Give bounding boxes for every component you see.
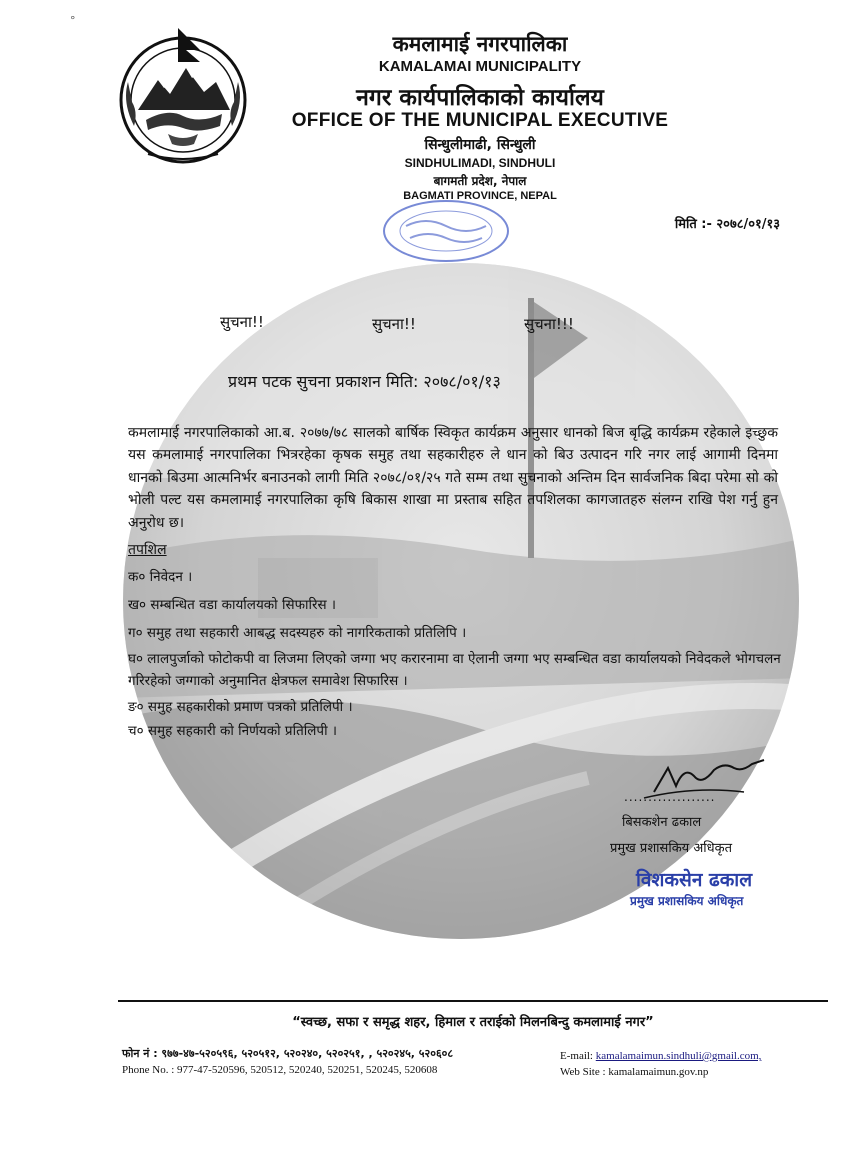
first-publication-date: प्रथम पटक सुचना प्रकाशन मिति: २०७८/०१/१३ [228,372,501,391]
signatory-title: प्रमुख प्रशासकिय अधिकृत [610,841,733,856]
np-province: बागमती प्रदेश, नेपाल [433,174,527,188]
notice-body-paragraph: कमलामाई नगरपालिकाको आ.ब. २०७७/७८ सालको बार्षिक स्विकृत कार्यक्रम अनुसार धानको बिज बृद्धि कार्यक्रम रहेकाले इच्छुक यस कमलामाई नगरपालिका भित्ररहेका कृषक समुह तथा सहकारीहरु ले धान को बिउ उत्पादन गरि नगर लाई आगामी दिनमा धानको बिउमा आत्मनिर्भर बनाउनको लागी मिति २०७८/०१/२५ गते सम्म तथा सुचनाको अन्तिम दिन सार्वजनिक बिदा परेमा सो को भोली पल्ट यस कमलामाई नगरपालिका कृषि बिकास शाखा मा प्रस्ताब सहित तपशिलका कागजातहरु संलग्न राखि पेश गर्नु हुन अनुरोध छ। [128,425,778,531]
list-item: क० निवेदन । [128,569,193,585]
phone-label: Phone No. : [122,1064,175,1076]
phone-values: 977-47-520596, 520512, 520240, 520251, 520245, 520608 [177,1064,438,1076]
list-item: ङ० समुह सहकारीको प्रमाण पत्रको प्रतिलिपी । [128,699,353,715]
en-municipality-name: KAMALAMAI MUNICIPALITY [378,58,582,75]
website-link[interactable]: kamalamaimun.gov.np [608,1066,709,1078]
footer-slogan: “स्वच्छ, सफा र समृद्ध शहर, हिमाल र तराईको मिलनबिन्दु कमलामाई नगर” [292,1015,654,1030]
en-address: SINDHULIMADI, SINDHULI [404,156,556,170]
phone-numbers-np: फोन नं : ९७७-४७-५२०५९६, ५२०५१२, ५२०२४०, ५२०२५१, , ५२०२४५, ५२०६०८ [122,1047,454,1060]
notice-heading-1: सुचना!! [220,313,264,331]
np-office-name: नगर कार्यपालिकाको कार्यालय [356,85,604,111]
scan-mark: ° [70,14,76,27]
footer-divider [118,1000,828,1002]
phone-numbers-en [122,1064,437,1076]
en-office-name: OFFICE OF THE MUNICIPAL EXECUTIVE [291,110,669,131]
list-item: ख० सम्बन्धित वडा कार्यालयको सिफारिस । [128,597,337,613]
np-municipality-name: कमलामाई नगरपालिका [392,32,568,56]
email-line [560,1050,761,1062]
notice-heading-2: सुचना!! [372,315,416,333]
list-item: घ० लालपुर्जाको फोटोकपी वा लिजमा लिएको जग्गा भए करारनामा वा ऐलानी जग्गा भए सम्बन्धित वडा कार्यालयको निवेदकले भोगचलन गरिरहेको जग्गाको अनुमानित क्षेत्रफल समावेश सिफारिस । [128,651,781,689]
stamp-signatory-title: प्रमुख प्रशासकिय अधिकृत [630,894,744,908]
schedule-label: तपशिल [128,542,167,558]
office-seal-icon [376,196,516,266]
list-item: ग० समुह तथा सहकारी आबद्ध सदस्यहरु को नागरिकताको प्रतिलिपि । [128,625,467,641]
website-line [560,1066,708,1078]
nepal-emblem-icon [108,22,258,172]
en-province: BAGMATI PROVINCE, NEPAL [403,190,557,202]
list-item: च० समुह सहकारी को निर्णयको प्रतिलिपी । [128,723,337,739]
notice-heading-3: सुचना!!! [524,315,574,333]
signatory-name: बिसकशेन ढकाल [622,815,702,830]
signature-line: ................... [624,790,716,804]
email-link[interactable]: kamalamaimun.sindhuli@gmail.com, [595,1050,762,1062]
np-address: सिन्धुलीमाढी, सिन्धुली [424,137,536,153]
website-label: Web Site : [560,1066,606,1078]
date-line: मिति :- २०७८/०१/१३ [674,217,780,232]
email-label: E-mail: [560,1050,593,1062]
stamp-signatory-name: विशकसेन ढकाल [636,869,753,891]
